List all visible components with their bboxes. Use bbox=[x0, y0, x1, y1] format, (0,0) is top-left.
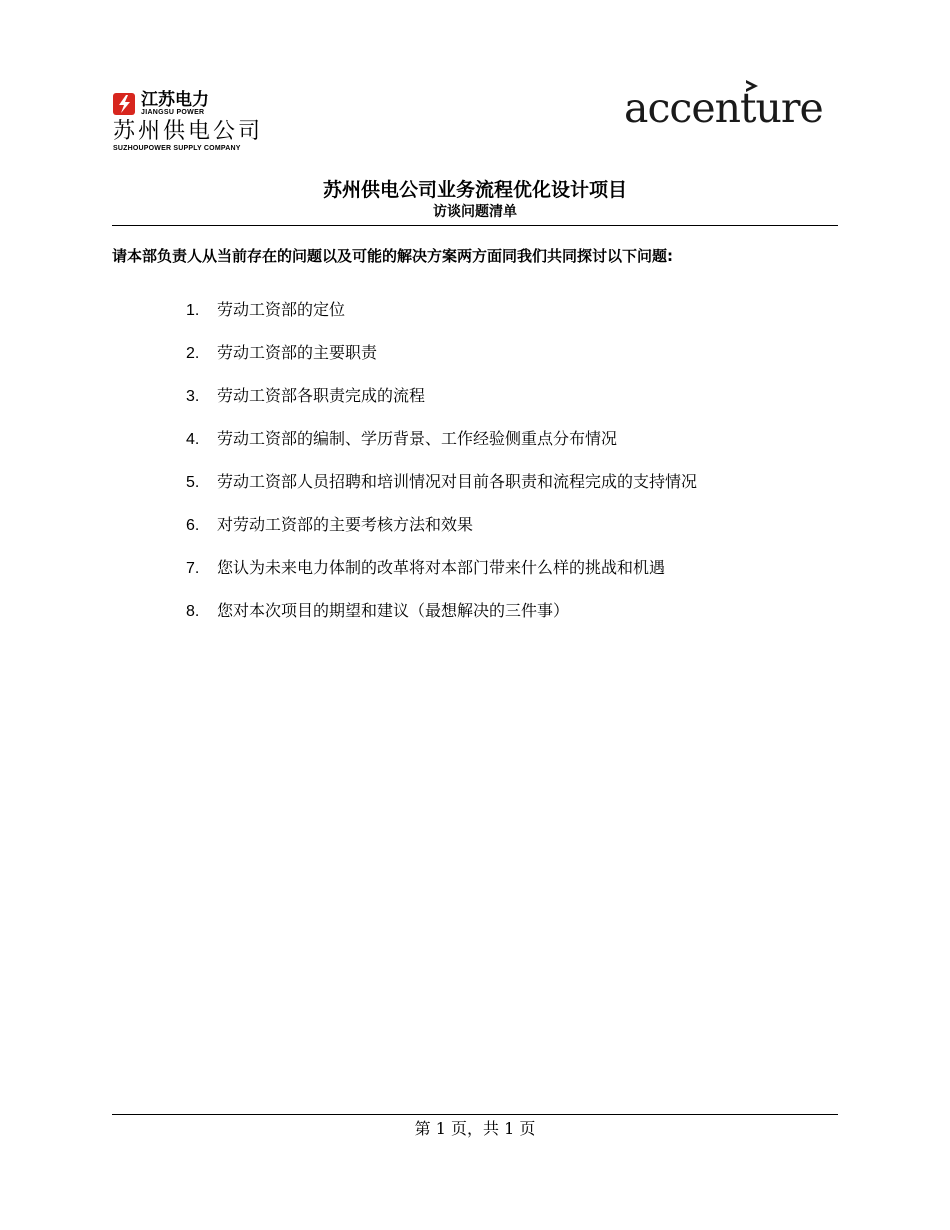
question-number: 6. bbox=[186, 517, 200, 534]
list-item bbox=[186, 470, 697, 513]
question-text: 劳动工资部的编制、学历背景、工作经验侧重点分布情况 bbox=[217, 429, 618, 448]
question-number: 5. bbox=[186, 474, 200, 491]
page-number: 第 1 页，共 1 页 bbox=[414, 1119, 536, 1138]
question-number: 3. bbox=[186, 388, 200, 405]
logo-jiangsu-cn: 江苏电力 bbox=[141, 90, 209, 110]
question-text: 劳动工资部的主要职责 bbox=[217, 343, 378, 362]
list-item bbox=[186, 513, 697, 556]
question-text: 劳动工资部的定位 bbox=[217, 300, 346, 319]
document-title: 苏州供电公司业务流程优化设计项目 bbox=[322, 179, 627, 201]
question-text: 劳动工资部人员招聘和培训情况对目前各职责和流程完成的支持情况 bbox=[217, 472, 698, 491]
question-number: 8. bbox=[186, 603, 200, 620]
list-item bbox=[186, 599, 697, 642]
question-number: 4. bbox=[186, 431, 200, 448]
suzhou-power-logo bbox=[113, 92, 293, 158]
jiangsu-power-logo-icon bbox=[113, 92, 137, 116]
list-item bbox=[186, 298, 697, 341]
question-number: 7. bbox=[186, 560, 200, 577]
logo-suzhou-cn: 苏州供电公司 bbox=[113, 119, 264, 144]
list-item bbox=[186, 384, 697, 427]
question-number: 2. bbox=[186, 345, 200, 362]
question-text: 劳动工资部各职责完成的流程 bbox=[217, 386, 426, 405]
intro-text: 请本部负责人从当前存在的问题以及可能的解决方案两方面同我们共同探讨以下问题: bbox=[112, 247, 674, 265]
logo-suzhou-en: SUZHOUPOWER SUPPLY COMPANY bbox=[113, 145, 241, 152]
logo-jiangsu-en: JIANGSU POWER bbox=[141, 109, 205, 116]
question-text: 对劳动工资部的主要考核方法和效果 bbox=[217, 515, 474, 534]
list-item bbox=[186, 427, 697, 470]
question-text: 您对本次项目的期望和建议（最想解决的三件事） bbox=[217, 601, 570, 620]
accenture-wordmark: accenture bbox=[624, 84, 823, 132]
list-item bbox=[186, 341, 697, 384]
list-item bbox=[186, 556, 697, 599]
document-subtitle: 访谈问题清单 bbox=[433, 204, 517, 220]
question-number: 1. bbox=[186, 302, 200, 319]
accenture-logo bbox=[624, 78, 834, 132]
question-list bbox=[186, 298, 697, 642]
footer-divider bbox=[112, 1114, 838, 1115]
question-text: 您认为未来电力体制的改革将对本部门带来什么样的挑战和机遇 bbox=[217, 558, 666, 577]
header-divider bbox=[112, 225, 838, 226]
